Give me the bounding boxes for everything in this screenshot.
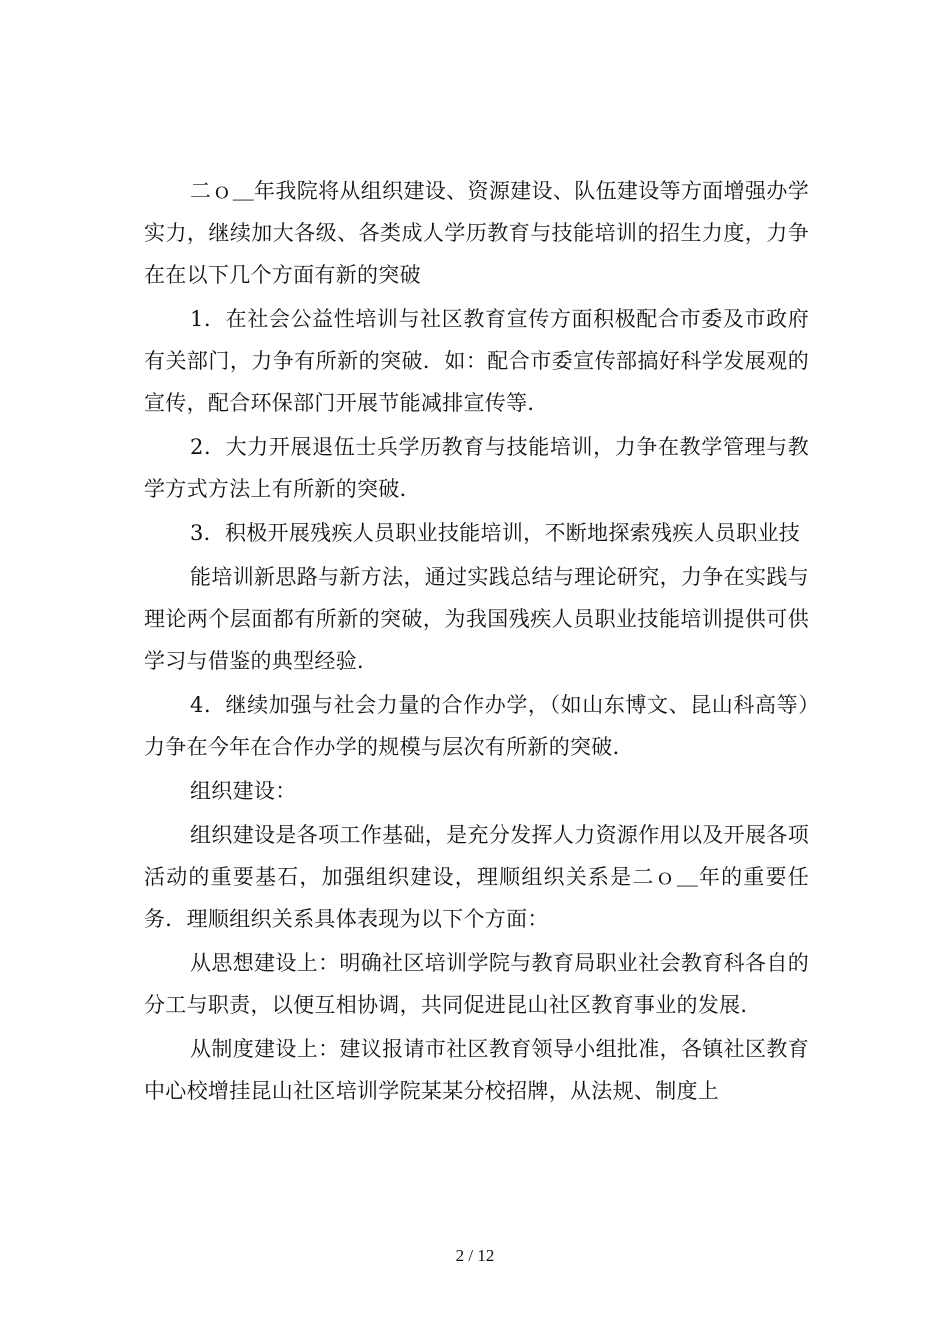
- paragraph-organization: 组织建设是各项工作基础，是充分发挥人力资源作用以及开展各项活动的重要基石，加强组织建设，理顺组织关系是二ｏ＿年的重要任务．理顺组织关系具体表现为以下个方面：: [144, 823, 809, 931]
- paragraph-item-3-continued: 能培训新思路与新方法，通过实践总结与理论研究，力争在实践与理论两个层面都有所新的突破，为我国残疾人员职业技能培训提供可供学习与借鉴的典型经验．: [144, 565, 809, 673]
- document-body: [144, 170, 809, 1112]
- paragraph-item-2: 2．大力开展退伍士兵学历教育与技能培训，力争在教学管理与教学方式方法上有所新的突破．: [144, 435, 809, 501]
- paragraph-ideology: 从思想建设上：明确社区培训学院与教育局职业社会教育科各自的分工与职责，以便互相协调，共同促进昆山社区教育事业的发展．: [144, 951, 809, 1017]
- paragraph-institution: 从制度建设上：建议报请市社区教育领导小组批准，各镇社区教育中心校增挂昆山社区培训学院某某分校招牌，从法规、制度上: [144, 1037, 809, 1103]
- paragraph-intro: 二ｏ＿年我院将从组织建设、资源建设、队伍建设等方面增强办学实力，继续加大各级、各类成人学历教育与技能培训的招生力度，力争在在以下几个方面有新的突破: [144, 179, 809, 287]
- paragraph-item-3: 3．积极开展残疾人员职业技能培训，不断地探索残疾人员职业技: [190, 521, 801, 545]
- paragraph-item-1: 1．在社会公益性培训与社区教育宣传方面积极配合市委及市政府有关部门，力争有所新的突破．如：配合市委宣传部搞好科学发展观的宣传，配合环保部门开展节能减排宣传等．: [144, 307, 809, 415]
- paragraph-item-4: 4．继续加强与社会力量的合作办学，（如山东博文、昆山科高等）力争在今年在合作办学的规模与层次有所新的突破．: [144, 693, 809, 759]
- page-number: 2 / 12: [455, 1246, 495, 1265]
- section-heading-organization: 组织建设：: [190, 779, 297, 803]
